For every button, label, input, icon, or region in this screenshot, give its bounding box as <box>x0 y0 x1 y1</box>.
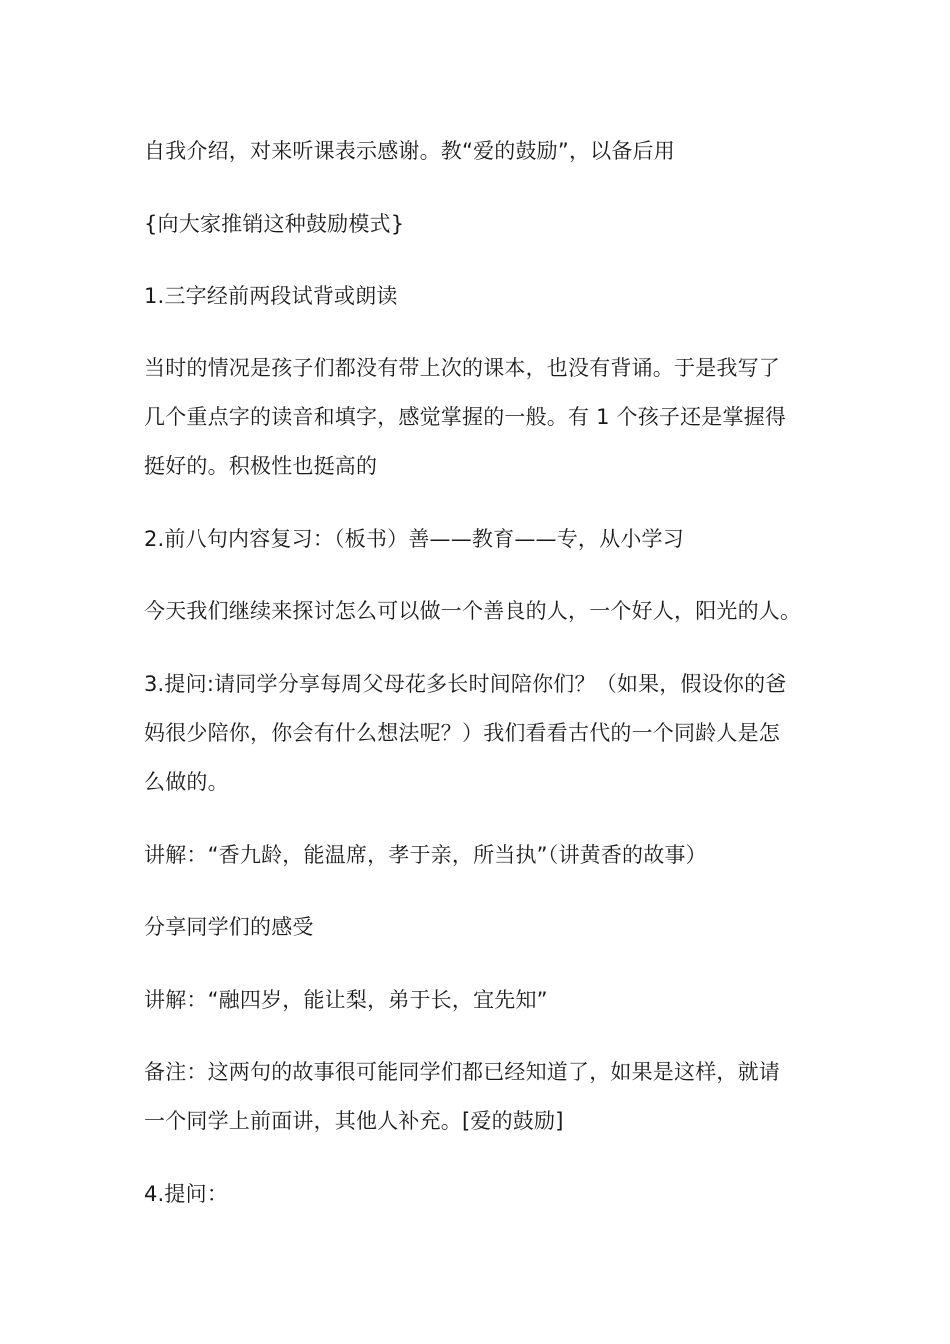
explanation-huangxiang: 讲解：“香九龄，能温席，孝于亲，所当执”（讲黄香的故事） <box>144 843 707 867</box>
promotion-note: {向大家推销这种鼓励模式} <box>144 212 405 236</box>
step-3-line-2: 妈很少陪你，你会有什么想法呢？）我们看看古代的一个同龄人是怎 <box>144 721 780 745</box>
step-3-line-1: 3.提问:请同学分享每周父母花多长时间陪你们？（如果，假设你的爸 <box>144 672 787 696</box>
situation-line-2: 几个重点字的读音和填字，感觉掌握的一般。有 1 个孩子还是掌握得 <box>144 405 787 429</box>
step-4-heading: 4.提问： <box>144 1182 229 1206</box>
situation-line-3: 挺好的。积极性也挺高的 <box>144 454 378 478</box>
intro-line: 自我介绍，对来听课表示感谢。教“爱的鼓励”，以备后用 <box>144 139 675 163</box>
situation-line-1: 当时的情况是孩子们都没有带上次的课本，也没有背诵。于是我写了 <box>144 356 780 380</box>
remark-line-1: 备注：这两句的故事很可能同学们都已经知道了，如果是这样，就请 <box>144 1060 780 1084</box>
explanation-kongrong: 讲解：“融四岁，能让梨，弟于长，宜先知” <box>144 988 548 1012</box>
step-3-line-3: 么做的。 <box>144 770 229 794</box>
remark-line-2: 一个同学上前面讲，其他人补充。[爱的鼓励] <box>144 1109 564 1133</box>
step-2-heading: 2.前八句内容复习：（板书）善——教育——专，从小学习 <box>144 527 684 551</box>
step-1-heading: 1.三字经前两段试背或朗读 <box>144 284 398 308</box>
today-topic: 今天我们继续来探讨怎么可以做一个善良的人，一个好人，阳光的人。 <box>144 599 802 623</box>
share-feelings: 分享同学们的感受 <box>144 915 314 939</box>
